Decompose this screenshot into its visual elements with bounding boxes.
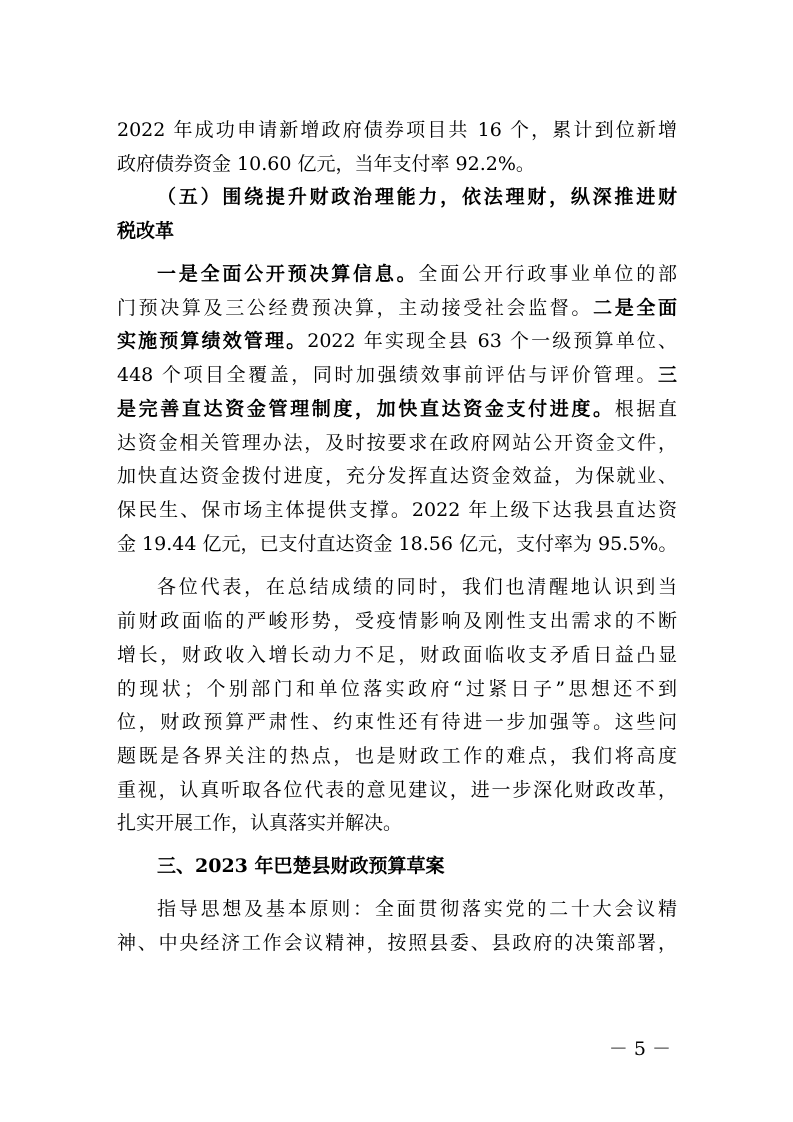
subheading-1: 一是全面公开预决算信息。: [157, 263, 419, 285]
text-segment: 金 19.44 亿元，已支付直达资金 18.56 亿元，支付率为 95.5%。: [117, 533, 677, 555]
text-line-15: [117, 609, 677, 633]
text-line-11: [117, 464, 677, 488]
text-segment: 448 个项目全覆盖，同时加强绩效事前评估与评价管理。: [117, 364, 658, 386]
subheading-2: 二是全面: [593, 297, 677, 319]
text-segment: 达资金相关管理办法，及时按要求在政府网站公开资金文件，: [117, 432, 677, 454]
text-line-18: [117, 710, 677, 734]
text-segment: 位，财政预算严肃性、约束性还有待进一步加强等。这些问: [117, 711, 677, 733]
text-line-12: [117, 498, 677, 522]
section-heading-3: [157, 854, 677, 878]
text-segment: 扎实开展工作，认真落实并解决。: [117, 812, 403, 834]
text-line-5: [157, 262, 677, 286]
section-heading-5: [157, 185, 677, 209]
section-heading-5-cont: [117, 219, 677, 243]
text-segment: 加快直达资金拨付进度，充分发挥直达资金效益，为保就业、: [117, 465, 677, 487]
section-heading-text: 三、2023 年巴楚县财政预算草案: [157, 855, 445, 877]
text-line-13: [117, 532, 677, 556]
page-number: － 5 －: [608, 1038, 671, 1060]
text-line-17: [117, 677, 677, 701]
text-segment: 增长，财政收入增长动力不足，财政面临收支矛盾日益凸显: [117, 644, 677, 666]
text-segment: 2022 年实现全县 63 个一级预算单位、: [307, 330, 677, 352]
text-line-1: [117, 118, 677, 142]
text-line-23: [157, 897, 677, 921]
text-line-9: [117, 397, 677, 421]
text-segment: 2022 年成功申请新增政府债券项目共 16 个，累计到位新增: [117, 119, 677, 141]
subheading-2: 实施预算绩效管理。: [117, 330, 308, 352]
section-heading-text: 税改革: [117, 220, 175, 242]
section-heading-text: （五）围绕提升财政治理能力，依法理财，纵深推进财: [157, 186, 677, 208]
text-line-8: [117, 363, 677, 387]
text-segment: 政府债券资金 10.60 亿元，当年支付率 92.2%。: [117, 153, 535, 175]
text-line-16: [117, 643, 677, 667]
text-line-20: [117, 778, 677, 802]
text-segment: 门预决算及三公经费预决算，主动接受社会监督。: [117, 297, 594, 319]
text-line-7: [117, 329, 677, 353]
text-segment: 重视，认真听取各位代表的意见建议，进一步深化财政改革，: [117, 779, 677, 801]
text-segment: 的现状；个别部门和单位落实政府“过紧日子”思想还不到: [117, 678, 677, 700]
text-segment: 题既是各界关注的热点，也是财政工作的难点，我们将高度: [117, 745, 677, 767]
text-segment: 全面公开行政事业单位的部: [418, 263, 677, 285]
text-line-2: [117, 152, 677, 176]
text-line-14: [157, 575, 677, 599]
text-segment: 前财政面临的严峻形势，受疫情影响及刚性支出需求的不断: [117, 610, 677, 632]
text-segment: 根据直: [614, 398, 677, 420]
text-line-6: [117, 296, 677, 320]
text-line-24: [117, 931, 677, 955]
subheading-3: 是完善直达资金管理制度，加快直达资金支付进度。: [117, 398, 615, 420]
text-line-10: [117, 431, 677, 455]
text-segment: 神、中央经济工作会议精神，按照县委、县政府的决策部署，: [117, 932, 677, 954]
text-line-19: [117, 744, 677, 768]
text-segment: 保民生、保市场主体提供支撑。2022 年上级下达我县直达资: [117, 499, 677, 521]
subheading-3: 三: [657, 364, 677, 386]
text-segment: 指导思想及基本原则：全面贯彻落实党的二十大会议精: [157, 898, 677, 920]
text-line-21: [117, 811, 677, 835]
text-segment: 各位代表，在总结成绩的同时，我们也清醒地认识到当: [157, 576, 677, 598]
